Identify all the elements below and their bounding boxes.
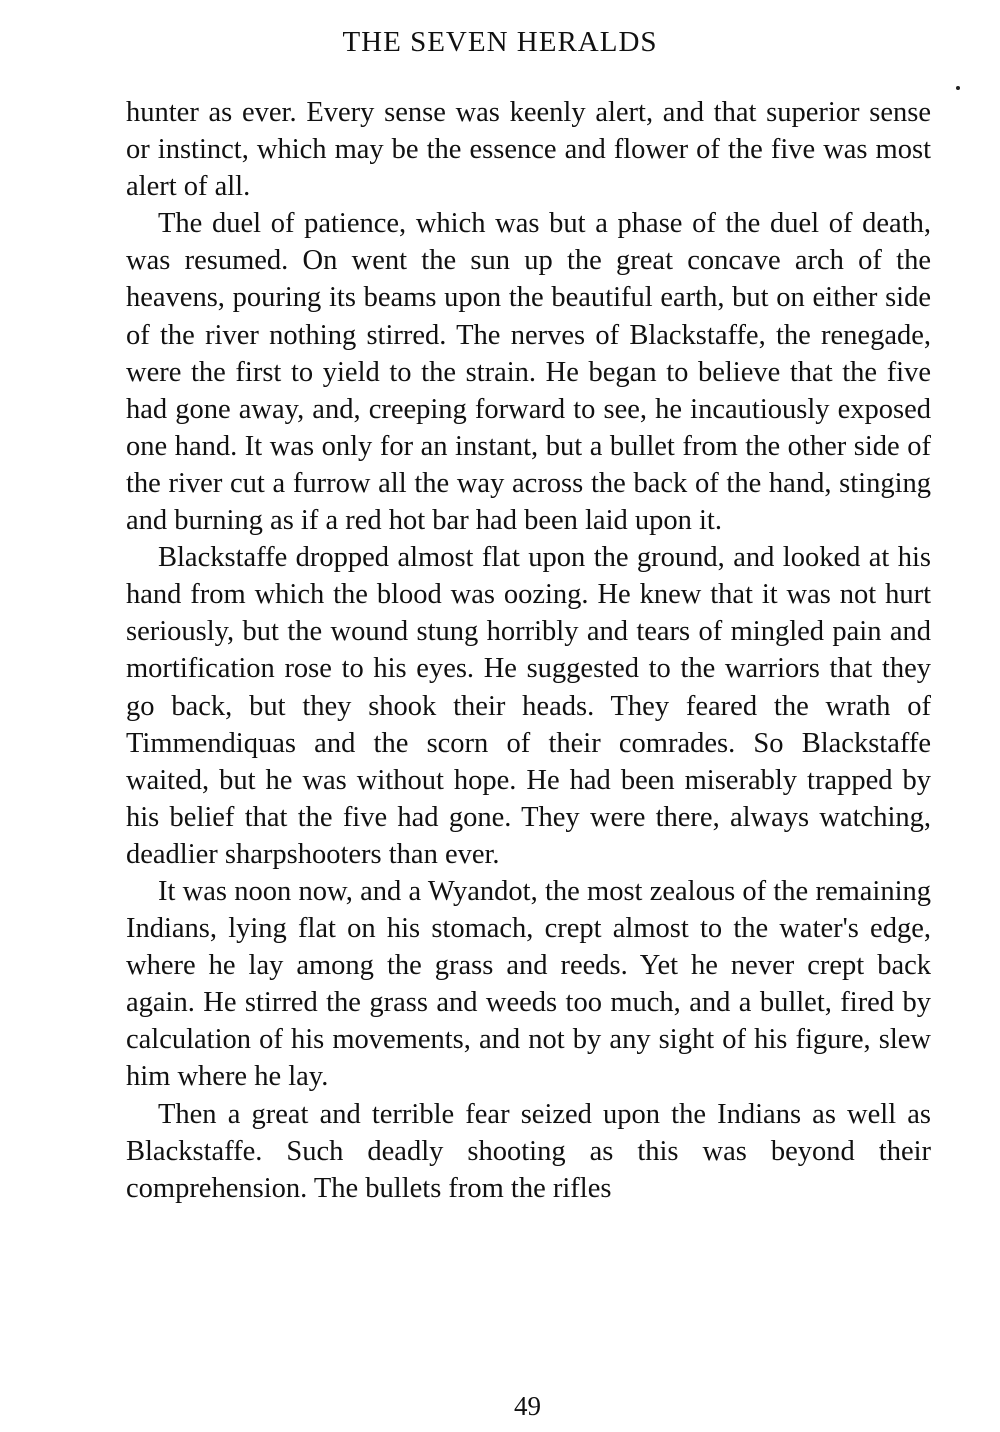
paragraph-1: hunter as ever. Every sense was keenly alert, and that superior sense or instinct, which may be the essence and flower of the five was most alert of all. bbox=[126, 97, 931, 203]
running-head: THE SEVEN HERALDS bbox=[342, 26, 658, 58]
paragraph-3: Blackstaffe dropped almost flat upon the ground, and looked at his hand from which the blood was oozing. He knew that it was not hurt seriously, but the wound stung horribly and tears of mingled pain and mortification rose to his eyes. He suggested to the warriors that they go back, but they shook their heads. They feared the wrath of Timmendiquas and the scorn of their comrades. So Blackstaffe waited, but he was without hope. He had been miserably trapped by his belief that the five had gone. They were there, always watching, deadlier sharpshooters than ever. bbox=[126, 542, 931, 870]
paragraph-5: Then a great and terrible fear seized upon the Indians as well as Blackstaffe. Such deadly shooting as this was beyond their comprehension. The bullets from the rifles bbox=[126, 1098, 931, 1204]
print-speck bbox=[956, 86, 960, 90]
paragraph-2: The duel of patience, which was but a phase of the duel of death, was resumed. On went the sun up the great concave arch of the heavens, pouring its beams upon the beautiful earth, but on either side of the river nothing stirred. The nerves of Blackstaffe, the renegade, were the first to yield to the strain. He began to believe that the five had gone away, and, creeping forward to see, he incautiously exposed one hand. It was only for an instant, but a bullet from the other side of the river cut a furrow all the way across the back of the hand, stinging and burning as if a red hot bar had been laid upon it. bbox=[126, 208, 931, 537]
body-text bbox=[126, 94, 931, 1207]
paragraph-4: It was noon now, and a Wyandot, the most zealous of the remaining Indians, lying flat on his stomach, crept almost to the water's edge, where he lay among the grass and reeds. Yet he never crept back again. He stirred the grass and weeds too much, and a bullet, fired by calculation of his movements, and not by any sight of his figure, slew him where he lay. bbox=[126, 875, 931, 1093]
page-number: 49 bbox=[514, 1391, 541, 1421]
